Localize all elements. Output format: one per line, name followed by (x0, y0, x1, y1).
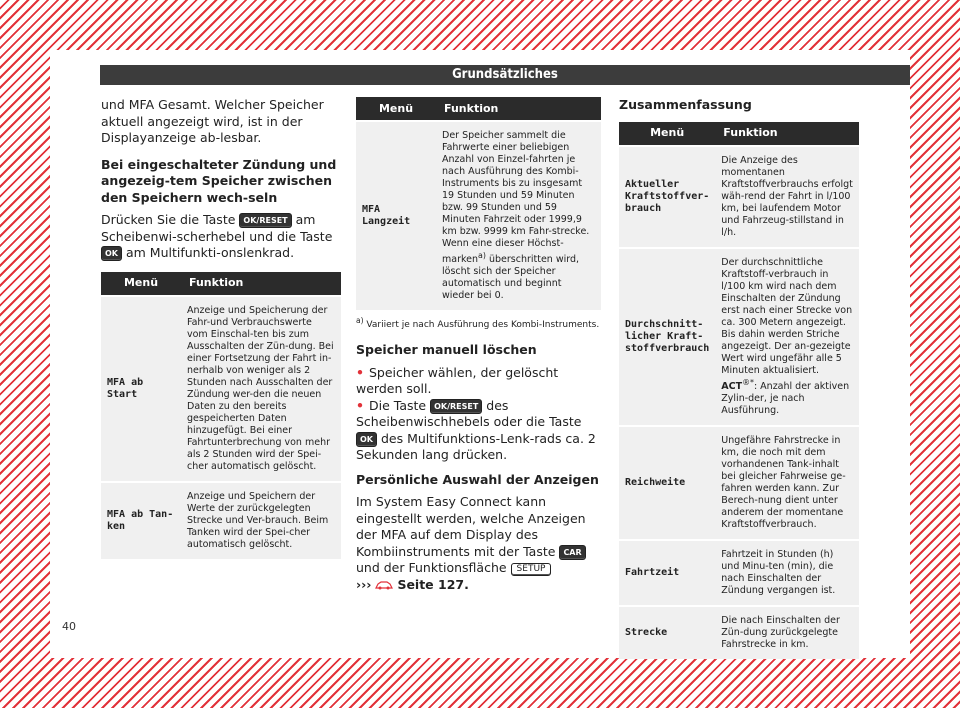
okreset-key-icon: OK/RESET (239, 213, 291, 228)
table-header-menu: Menü (101, 272, 181, 296)
menu-cell: MFA ab Start (101, 296, 181, 482)
function-cell: Anzeige und Speicherung der Fahr-und Verbrauchswerte vom Einschal-ten bis zum Ausschalten der Zün-dung. Bei einer Fortsetzung der Fahrt in-nerhalb von weniger als 2 Stunden nach Ausschalten der Zündung wer-den die neuen Daten zu den bereits gespeicherten Daten hinzugefügt. Bei einer Fahrtunterbrechung von mehr als 2 Stunden wird der Spei-cher automatisch gelöscht. (181, 296, 341, 482)
column-middle (356, 97, 601, 603)
menu-cell: Fahrtzeit (619, 540, 715, 606)
function-text: Der durchschnittliche Kraftstoff-verbrauch in l/100 km wird nach dem Einschalten der Zündung erst nach einer Strecke von ca. 300 Metern angezeigt. Bis dahin werden Striche angezeigt. Der an-gezeigte Wert wird ungefähr alle 5 Minuten aktualisiert. (721, 256, 853, 376)
table-row (101, 296, 341, 482)
function-cell (715, 248, 859, 426)
table-row (101, 482, 341, 559)
mfa-table (101, 272, 341, 559)
list-item: • Speicher wählen, der gelöscht werden soll. (356, 365, 601, 398)
page-reference[interactable]: Seite 127. (397, 576, 469, 592)
section-heading: Persönliche Auswahl der Anzeigen (356, 471, 599, 487)
function-cell (436, 121, 601, 310)
table-header-function: Funktion (181, 272, 341, 296)
function-text: Der Speicher sammelt die Fahrwerte einer beliebigen Anzahl von Einzel-fahrten je nach Ausführung des Kombi-Instruments bis zu insgesamt 19 Stunden und 59 Minuten bzw. 99 Stunden und 59 Minuten Fahrzeit oder 1999,9 km bzw. 9999 km Fahr-strecke. Wenn eine dieser Höchst-marken (442, 130, 590, 266)
page-number: 40 (62, 620, 76, 633)
menu-cell: Reichweite (619, 426, 715, 540)
section-heading: Speicher manuell löschen (356, 342, 537, 358)
table-header-menu: Menü (356, 97, 436, 121)
table-row (619, 606, 859, 659)
paragraph-text: und der Funktionsfläche (356, 560, 507, 576)
bullet-text: des Multifunktions-Lenk-rads ca. 2 Sekunden lang drücken. (356, 430, 596, 463)
intro-paragraph: und MFA Gesamt. Welcher Speicher aktuell angezeigt wird, ist in der Displayanzeige ab-lesbar. (101, 97, 324, 145)
function-cell: Die Anzeige des momentanen Kraftstoffverbrauchs erfolgt wäh-rend der Fahrt in l/100 km, bei laufendem Motor und Fahrzeug-stillstand in l/h. (715, 146, 859, 248)
summary-table (619, 122, 859, 659)
manual-page (50, 50, 910, 658)
table-row (619, 248, 859, 426)
section-heading: Bei eingeschalteter Zündung und angezeig-tem Speicher zwischen den Speichern wech-seln (101, 156, 337, 205)
footnote (356, 316, 601, 330)
footnote-mark: a) (356, 316, 364, 326)
table-row (356, 121, 601, 310)
bullet-text: des Scheibenwischhebels oder die Taste (356, 397, 582, 430)
page-header: Grundsätzliches (100, 65, 910, 85)
instruction-text: Drücken Sie die Taste (101, 212, 236, 227)
bullet-list (356, 365, 601, 464)
function-cell: Fahrtzeit in Stunden (h) und Minu-ten (min), die nach Einschalten der Zündung vergangen ist. (715, 540, 859, 606)
table-row (619, 426, 859, 540)
column-right (619, 97, 859, 659)
ok-key-icon: OK (101, 246, 122, 261)
car-book-icon (375, 580, 393, 590)
footnote-text: Variiert je nach Ausführung des Kombi-Instruments. (366, 320, 600, 331)
function-text: : Anzahl der aktiven Zylin-der, je nach Ausführung. (721, 380, 850, 416)
function-text: überschritten wird, löscht sich der Speicher automatisch und beginnt wieder bei 0. (442, 254, 580, 302)
menu-cell: MFA Langzeit (356, 121, 436, 310)
table-header-function: Funktion (436, 97, 601, 121)
function-cell: Anzeige und Speichern der Werte der zurückgelegten Strecke und Ver-brauch. Beim Tanken wird der Spei-cher automatisch gelöscht. (181, 482, 341, 559)
table-header-menu: Menü (619, 122, 715, 146)
function-cell: Die nach Einschalten der Zün-dung zurückgelegte Fahrstrecke in km. (715, 606, 859, 659)
function-cell: Ungefähre Fahrstrecke in km, die noch mit dem vorhandenen Tank-inhalt bei gleicher Fahrweise ge-fahren werden kann. Zur Berech-nung dient unter anderem der momentane Kraftstoffverbrauch. (715, 426, 859, 540)
paragraph-text: Im System Easy Connect kann eingestellt werden, welche Anzeigen der MFA auf dem Display des Kombiinstruments mit der Taste (356, 494, 586, 559)
easy-connect-paragraph (356, 494, 601, 593)
bullet-text: Die Taste (369, 397, 427, 413)
table-row (619, 146, 859, 248)
car-key-icon: CAR (559, 545, 585, 560)
table-header-function: Funktion (715, 122, 859, 146)
instruction-paragraph (101, 212, 341, 262)
instruction-text: am Scheibenwi-scherhebel und die Taste (101, 212, 333, 244)
ok-key-icon: OK (356, 432, 377, 447)
menu-cell: Durchschnitt-licher Kraft-stoffverbrauch (619, 248, 715, 426)
menu-cell: Strecke (619, 606, 715, 659)
act-sup: ®* (742, 377, 754, 387)
act-label: ACT (721, 380, 743, 392)
instruction-text: am Multifunkti-onslenkrad. (125, 245, 295, 260)
okreset-key-icon: OK/RESET (430, 399, 482, 414)
menu-cell: MFA ab Tan-ken (101, 482, 181, 559)
setup-key-icon: SETUP (511, 563, 552, 576)
summary-title: Zusammenfassung (619, 97, 752, 112)
table-row (619, 540, 859, 606)
langzeit-table (356, 97, 601, 310)
list-item (356, 398, 601, 464)
reference-arrows: ››› (356, 576, 372, 592)
footnote-ref: a) (478, 251, 486, 260)
menu-cell: Aktueller Kraftstoffver-brauch (619, 146, 715, 248)
column-left (101, 97, 341, 559)
